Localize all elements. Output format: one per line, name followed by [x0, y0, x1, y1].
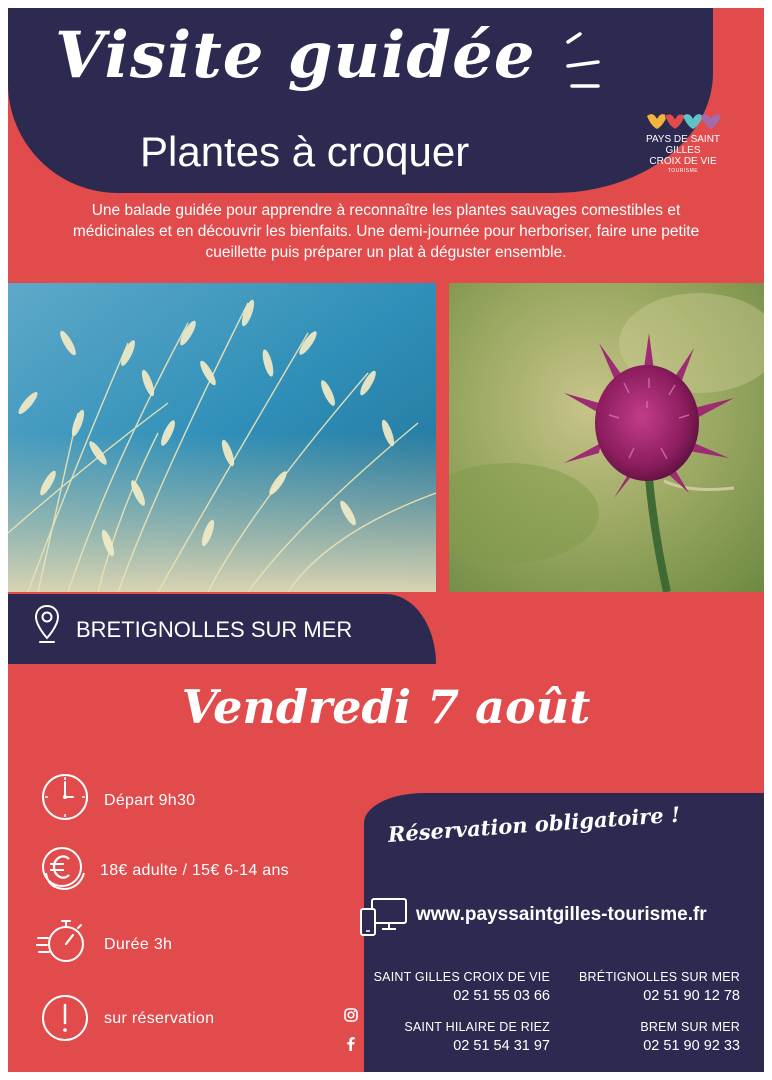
- euro-coin-icon: [38, 843, 88, 893]
- office-name: SAINT GILLES CROIX DE VIE: [373, 970, 550, 984]
- logo-line-2: CROIX DE VIE: [649, 156, 717, 167]
- page-subtitle: Plantes à croquer: [140, 128, 470, 175]
- exclamation-icon: [40, 993, 90, 1043]
- office-name: SAINT HILAIRE DE RIEZ: [404, 1020, 550, 1034]
- logo-line-1: PAYS DE SAINT GILLES: [645, 134, 721, 156]
- devices-icon: [358, 895, 410, 939]
- wild-oat-grass-photo: [8, 283, 436, 592]
- sparkle-decoration-icon: [560, 30, 606, 90]
- clock-icon: [40, 772, 90, 822]
- photo-divider: [436, 283, 449, 592]
- stopwatch-icon: [36, 916, 86, 966]
- office-phone[interactable]: 02 51 54 31 97: [453, 1038, 550, 1054]
- brand-hearts-icon: [643, 112, 723, 130]
- office-name: BREM SUR MER: [640, 1020, 740, 1034]
- website-link[interactable]: www.payssaintgilles-tourisme.fr: [416, 904, 707, 925]
- location-label: BRETIGNOLLES SUR MER: [76, 617, 353, 642]
- tourism-logo: [628, 112, 738, 174]
- duration-info: Durée 3h: [104, 936, 173, 953]
- location-pin-icon: [34, 604, 60, 644]
- facebook-icon[interactable]: [341, 1034, 361, 1054]
- instagram-icon[interactable]: [341, 1005, 361, 1025]
- page-title: Visite guidée: [55, 18, 536, 93]
- intro-paragraph: Une balade guidée pour apprendre à reconnaître les plantes sauvages comestibles et médicinales et en découvrir les bienfaits. Une demi-journée pour herboriser, faire une petite cueillette puis préparer un plat à déguster ensemble.: [72, 202, 700, 261]
- reservation-title: Réservation obligatoire !: [387, 801, 681, 847]
- office-phone[interactable]: 02 51 90 12 78: [643, 988, 740, 1004]
- office-saint-hilaire: [368, 1020, 550, 1054]
- price-info: 18€ adulte / 15€ 6-14 ans: [100, 862, 289, 879]
- event-date: Vendredi 7 août: [181, 680, 591, 734]
- office-bretignolles: [568, 970, 740, 1004]
- logo-line-3: TOURISME: [667, 168, 699, 174]
- office-brem: [568, 1020, 740, 1054]
- purple-allium-flower-photo: [449, 283, 764, 592]
- office-saint-gilles: [358, 970, 550, 1004]
- departure-time: Départ 9h30: [104, 792, 196, 809]
- office-name: BRÉTIGNOLLES SUR MER: [579, 970, 740, 984]
- reservation-note: sur réservation: [104, 1010, 215, 1027]
- office-phone[interactable]: 02 51 90 92 33: [643, 1038, 740, 1054]
- office-phone[interactable]: 02 51 55 03 66: [453, 988, 550, 1004]
